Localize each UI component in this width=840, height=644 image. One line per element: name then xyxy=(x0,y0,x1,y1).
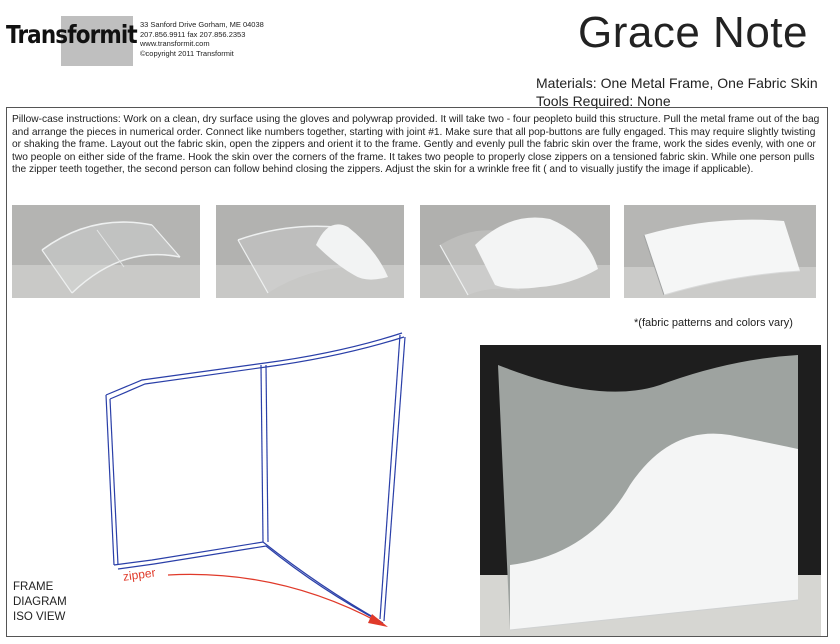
tools-text: Tools Required: None xyxy=(536,93,671,109)
fabric-note: *(fabric patterns and colors vary) xyxy=(634,317,793,329)
step-photo-1 xyxy=(12,205,200,298)
materials-text: Materials: One Metal Frame, One Fabric Skin xyxy=(536,75,818,91)
zipper-label: zipper xyxy=(122,565,157,584)
logo-text: Transformit xyxy=(6,20,137,49)
product-photo xyxy=(480,345,821,636)
diagram-label xyxy=(13,580,67,625)
contact-info xyxy=(140,20,264,58)
instructions-text: Pillow-case instructions: Work on a clean, dry surface using the gloves and polywrap provided. It will take two - four peopleto build this structure. Pull the metal frame out of the bag and arrange the pieces in numerical order. Connect like numbers together, starting with joint #1. Make sure that all pop-buttons are fully engaged. This may require slightly twisting or shaking the frame. Layout out the fabric skin, open the zippers and orient it to the frame. Gently and evenly pull the fabric skin over the frame, work the sides evenly, with one or two people on either side of the frame. Hook the skin over the corners of the frame. It takes two people to properly close zippers on a tensioned fabric skin. While one person pulls the zipper teeth together, the second person can follow behind closing the zippers. Adjust the skin for a wrinkle free fit ( and to visually justify the image if applicable). xyxy=(12,114,820,176)
page-title: Grace Note xyxy=(578,8,808,57)
contact-copyright: ©copyright 2011 Transformit xyxy=(140,48,234,58)
materials-block xyxy=(536,74,818,110)
contact-phone: 207.856.9911 fax 207.856.2353 xyxy=(140,29,246,39)
frame-diagram xyxy=(10,325,440,635)
step-photo-4 xyxy=(624,205,816,298)
logo xyxy=(6,16,137,66)
diagram-label-line-3: ISO VIEW xyxy=(13,611,66,623)
diagram-label-line-1: FRAME xyxy=(13,581,54,593)
contact-website: www.transformit.com xyxy=(140,39,210,48)
diagram-label-line-2: DIAGRAM xyxy=(13,596,67,608)
contact-address: 33 Sanford Drive Gorham, ME 04038 xyxy=(140,20,264,29)
step-photo-2 xyxy=(216,205,404,298)
step-photo-3 xyxy=(420,205,610,298)
